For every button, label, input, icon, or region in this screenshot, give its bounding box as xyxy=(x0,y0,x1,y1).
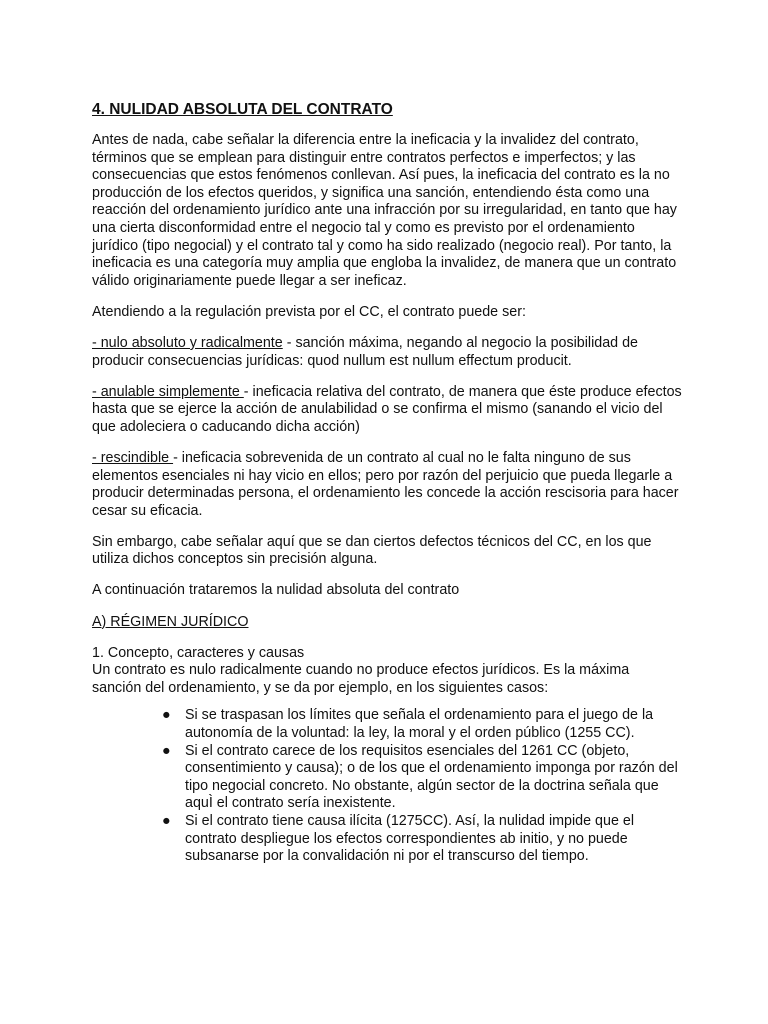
type-term-nulo: - nulo absoluto y radicalmente xyxy=(92,334,283,351)
bullet-icon: ● xyxy=(162,707,171,724)
list-item xyxy=(162,813,682,866)
list-item xyxy=(162,707,682,742)
subsection-heading: 1. Concepto, caracteres y causas xyxy=(92,644,305,661)
list-item xyxy=(162,742,682,813)
type-term-anulable: - anulable simplemente xyxy=(92,383,244,400)
type-text-anulable: - ineficacia relativa del contrato, de manera que éste produce efectos hasta que se ejerce la acción de anulabilidad o se confirma el mismo (sanando el vicio del que adoleciera o caducando dicha acción) xyxy=(92,383,682,435)
type-text-rescindible: - ineficacia sobrevenida de un contrato al cual no le falta ninguno de sus elementos esenciales ni hay vicio en ellos; pero por razón del perjuicio que pueda llegarle a producir determinadas persona, el ordenamiento les concede la acción rescisoria para hacer cesar su eficacia. xyxy=(92,449,679,519)
list-item-text: Si se traspasan los límites que señala el ordenamiento para el juego de la autonomía de la voluntad: la ley, la moral y el orden público (1255 CC). xyxy=(185,707,654,742)
type-term-rescindible: - rescindible xyxy=(92,449,174,466)
bullet-icon: ● xyxy=(162,813,171,829)
document-title: 4. NULIDAD ABSOLUTA DEL CONTRATO xyxy=(92,101,393,118)
type-text-nulo: - sanción máxima, negando al negocio la posibilidad de producir consecuencias jurídicas: quod nullum est nullum effectum producit. xyxy=(92,334,638,369)
subsection-intro: Un contrato es nulo radicalmente cuando no produce efectos jurídicos. Es la máxima sanción del ordenamiento, y se da por ejemplo, en los siguientes casos: xyxy=(92,662,630,696)
list-item-text: Si el contrato carece de los requisitos esenciales del 1261 CC (objeto, consentimiento y causa); o de los que el ordenamiento imponga por razón del tipo negocial concreto. No obstante, algún sector de la doctrina señala que aquÌ el contrato sería inexistente. xyxy=(185,742,678,812)
type-item-anulable xyxy=(92,384,682,437)
causes-list xyxy=(92,707,682,865)
intro-paragraph: Antes de nada, cabe señalar la diferencia entre la ineficacia y la invalidez del contrato, términos que se emplean para distinguir entre contratos perfectos e imperfectos; y las consecuencias que estos fenómenos conllevan. Así pues, la ineficacia del contrato es la no producción de los efectos queridos, y significa una sanción, entendiendo ésta como una reacción del ordenamiento jurídico ante una infracción por su irregularidad, en tanto que hay una cierta disconformidad entre el negocio tal y como es previsto por el ordenamiento jurídico (tipo negocial) y el contrato tal y como ha sido realizado (negocio real). Por tanto, la ineficacia es una categoría muy amplia que engloba la invalidez, de manera que un contrato válido originariamente puede llegar a ser ineficaz. xyxy=(92,132,677,289)
continuation-paragraph: A continuación trataremos la nulidad absoluta del contrato xyxy=(92,582,460,599)
note-paragraph: Sin embargo, cabe señalar aquí que se dan ciertos defectos técnicos del CC, en los que utiliza dichos conceptos sin precisión alguna. xyxy=(92,533,652,568)
regulation-intro-paragraph: Atendiendo a la regulación prevista por el CC, el contrato puede ser: xyxy=(92,303,526,320)
bullet-icon: ● xyxy=(162,742,171,759)
type-item-rescindible xyxy=(92,450,682,520)
document-page xyxy=(92,100,682,866)
type-item-nulo xyxy=(92,335,682,370)
list-item-text: Si el contrato tiene causa ilícita (1275CC). Así, la nulidad impide que el contrato despliegue los efectos correspondientes ab initio, y no puede subsanarse por la convalidación ni por el transcurso del tiempo. xyxy=(185,813,635,865)
section-heading: A) RÉGIMEN JURÍDICO xyxy=(92,613,249,630)
